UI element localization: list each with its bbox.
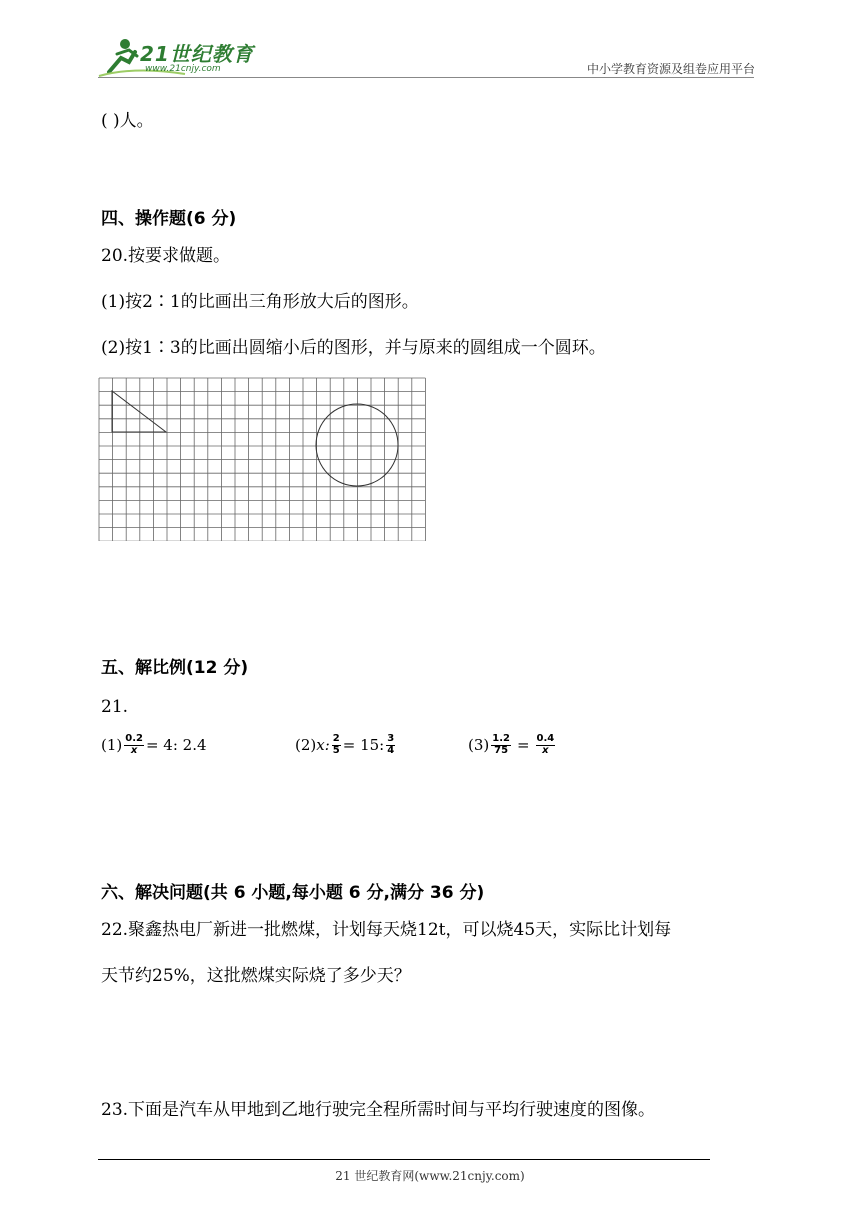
q20-part2: (2)按1∶3的比画出圆缩小后的图形，并与原来的圆组成一个圆环。 (101, 338, 606, 358)
eq2-denominator-a: 5 (332, 744, 340, 756)
section4-title: 四、操作题(6 分) (101, 209, 237, 229)
eq1-fraction (124, 734, 144, 756)
header-divider (98, 77, 754, 78)
q23-text: 23.下面是汽车从甲地到乙地行驶完全程所需时间与平均行驶速度的图像。 (101, 1100, 656, 1120)
equation-3 (468, 734, 557, 756)
footer-divider (98, 1159, 710, 1160)
eq1-denominator: x (130, 744, 138, 756)
footer-text: 21 世纪教育网(www.21cnjy.com) (335, 1169, 525, 1183)
q21-title: 21. (101, 697, 129, 717)
eq3-numerator-b: 0.4 (536, 733, 555, 744)
equation-1 (101, 734, 207, 756)
drawing-grid (98, 377, 426, 541)
q22-line1: 22.聚鑫热电厂新进一批燃煤，计划每天烧12t，可以烧45天，实际比计划每 (101, 920, 672, 940)
eq2-numerator-a: 2 (332, 733, 340, 744)
eq1-label: (1) (101, 736, 123, 754)
section6-title: 六、解决问题(共 6 小题,每小题 6 分,满分 36 分) (101, 883, 485, 903)
eq2-numerator-b: 3 (387, 733, 395, 744)
q22-line2: 天节约25%，这批燃煤实际烧了多少天？ (101, 966, 411, 986)
triangle-shape (112, 391, 166, 432)
eq3-denominator-b: x (542, 744, 549, 756)
header-platform-text: 中小学教育资源及组卷应用平台 (586, 62, 755, 76)
section5-title: 五、解比例(12 分) (101, 658, 249, 678)
eq2-fraction-a (332, 734, 341, 756)
eq1-rest: = 4: 2.4 (145, 736, 207, 754)
q20-title: 20.按要求做题。 (101, 246, 231, 266)
eq3-denominator-a: 75 (494, 744, 509, 756)
eq3-numerator-a: 1.2 (492, 733, 510, 744)
eq2-denominator-b: 4 (387, 744, 395, 756)
eq3-label: (3) (468, 736, 490, 754)
eq3-fraction-a (491, 734, 511, 756)
eq2-label: (2) (295, 736, 317, 754)
q20-part1: (1)按2∶1的比画出三角形放大后的图形。 (101, 292, 419, 312)
eq2-fraction-b (386, 734, 395, 756)
q19-answer-blank: ( )人。 (101, 111, 154, 131)
eq2-mid: = 15: (342, 736, 385, 754)
eq1-numerator: 0.2 (125, 733, 143, 744)
eq2-pre: x: (316, 736, 330, 754)
eq3-equals: = (516, 736, 530, 754)
logo-url: www.21cnjy.com (145, 64, 221, 74)
logo-text: 21世纪教育 (140, 42, 254, 66)
equation-2 (295, 734, 397, 756)
eq3-fraction-b (536, 734, 556, 756)
